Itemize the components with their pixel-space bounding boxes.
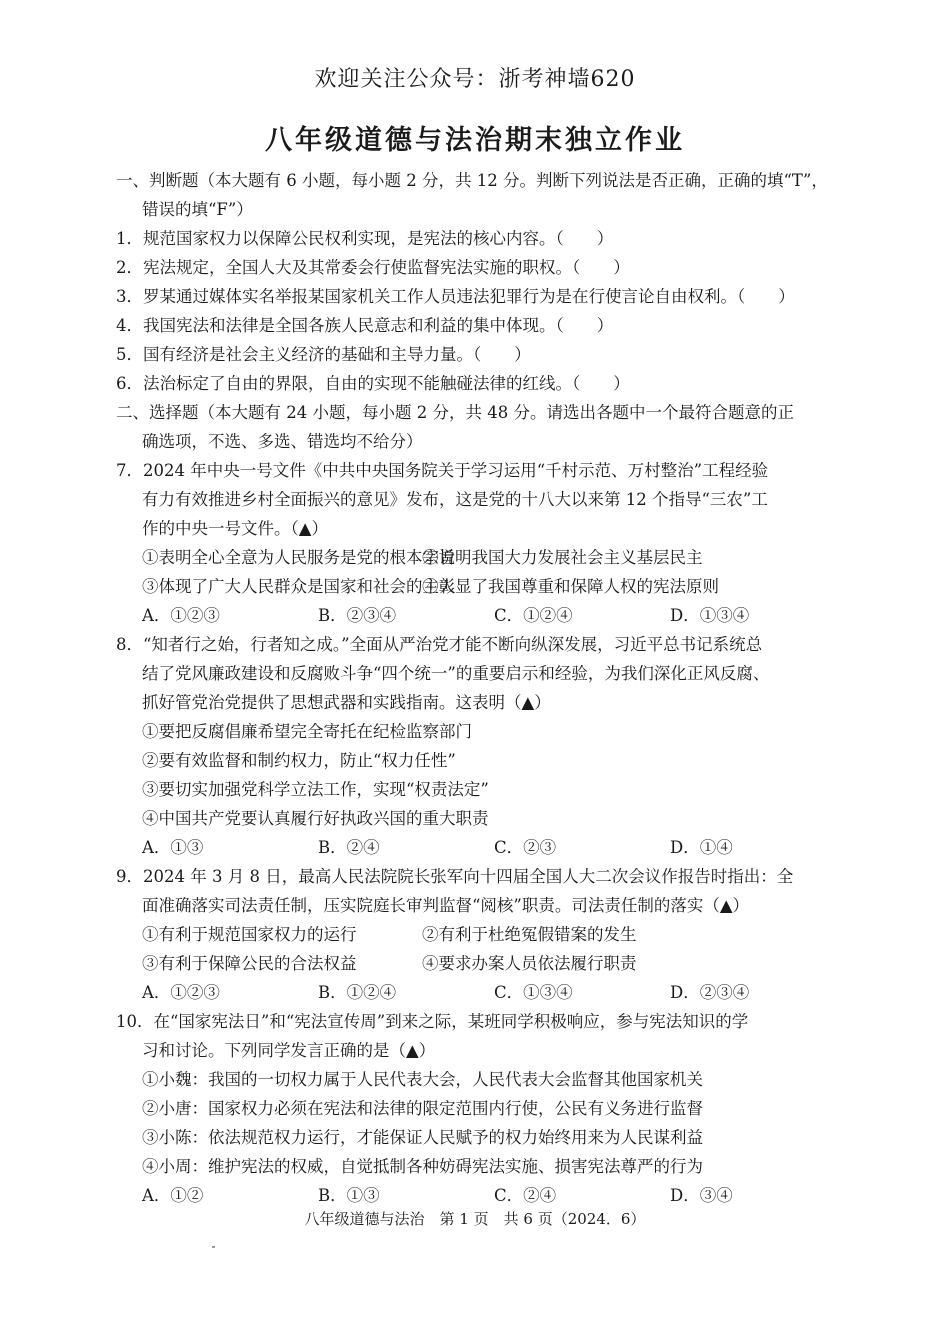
q8-stem-line3: 抓好管党治党提供了思想武器和实践指南。这表明（▲） — [142, 693, 551, 712]
q7-options-row1 — [116, 543, 846, 572]
q7-stem-line1: 7．2024 年中央一号文件《中共中央国务院关于学习运用“千村示范、万村整治”工程经验 — [116, 461, 769, 480]
q8-option-2: ②要有效监督和制约权力，防止“权力任性” — [142, 751, 456, 770]
page-title: 八年级道德与法治期末独立作业 — [265, 125, 685, 156]
q10-choice-d: D．③④ — [670, 1186, 733, 1205]
q10-option-2: ②小唐：国家权力必须在宪法和法律的限定范围内行使，公民有义务进行监督 — [142, 1099, 703, 1118]
q7-choice-c: C．①②④ — [494, 606, 573, 625]
q10-choices — [116, 1181, 846, 1210]
q10-choice-b: B．①③ — [318, 1186, 380, 1205]
section1-heading-cont: 错误的填“F”） — [142, 200, 253, 219]
q8-choice-d: D．①④ — [670, 838, 733, 857]
q7-option-3: ③体现了广大人民群众是国家和社会的主人 — [142, 577, 456, 596]
q9-choice-d: D．②③④ — [670, 983, 750, 1002]
q8-choice-c: C．②③ — [494, 838, 557, 857]
q10-stem-line1: 10．在“国家宪法日”和“宪法宣传周”到来之际，某班同学积极响应，参与宪法知识的学 — [116, 1012, 749, 1031]
scan-speck — [212, 1246, 215, 1248]
q9-option-4: ④要求办案人员依法履行职责 — [422, 954, 637, 973]
q7-choice-b: B．②③④ — [318, 606, 397, 625]
section1-heading: 一、判断题（本大题有 6 小题，每小题 2 分，共 12 分。判断下列说法是否正确，正确的填“T”， — [116, 171, 828, 190]
q10-option-1: ①小魏：我国的一切权力属于人民代表大会，人民代表大会监督其他国家机关 — [142, 1070, 703, 1089]
tf-question-6: 6．法治标定了自由的界限，自由的实现不能触碰法律的红线。（ ） — [116, 374, 630, 393]
section2-heading: 二、选择题（本大题有 24 小题，每小题 2 分，共 48 分。请选出各题中一个最符合题意的正 — [116, 403, 794, 422]
tf-question-4: 4．我国宪法和法律是全国各族人民意志和利益的集中体现。（ ） — [116, 316, 614, 335]
tf-question-1: 1．规范国家权力以保障公民权利实现，是宪法的核心内容。（ ） — [116, 229, 614, 248]
q9-option-3: ③有利于保障公民的合法权益 — [142, 954, 357, 973]
q7-choice-d: D．①③④ — [670, 606, 750, 625]
q7-stem-line3: 作的中央一号文件。（▲） — [142, 519, 328, 538]
q7-options-row2 — [116, 572, 846, 601]
q7-choices — [116, 601, 846, 630]
q10-choice-c: C．②④ — [494, 1186, 557, 1205]
q10-choice-a: A．①② — [142, 1186, 204, 1205]
tf-question-3: 3．罗某通过媒体实名举报某国家机关工作人员违法犯罪行为是在行使言论自由权利。（ ） — [116, 287, 795, 306]
q8-option-4: ④中国共产党要认真履行好执政兴国的重大职责 — [142, 809, 489, 828]
q7-option-1: ①表明全心全意为人民服务是党的根本宗旨 — [142, 548, 456, 567]
page-footer: 八年级道德与法治 第 1 页 共 6 页（2024．6） — [304, 1210, 646, 1228]
q7-choice-a: A．①②③ — [142, 606, 220, 625]
q9-choices — [116, 978, 846, 1007]
q8-option-1: ①要把反腐倡廉希望完全寄托在纪检监察部门 — [142, 722, 472, 741]
tf-question-5: 5．国有经济是社会主义经济的基础和主导力量。（ ） — [116, 345, 531, 364]
q8-choices — [116, 833, 846, 862]
q8-stem-line1: 8．“知者行之始，行者知之成。”全面从严治党才能不断向纵深发展，习近平总书记系统总 — [116, 635, 763, 654]
q9-options-row1 — [116, 920, 846, 949]
q9-choice-c: C．①③④ — [494, 983, 573, 1002]
q7-stem-line2: 有力有效推进乡村全面振兴的意见》发布，这是党的十八大以来第 12 个指导“三农”工 — [142, 490, 768, 509]
q10-stem-line2: 习和讨论。下列同学发言正确的是（▲） — [142, 1041, 436, 1060]
q8-stem-line2: 结了党风廉政建设和反腐败斗争“四个统一”的重要启示和经验，为我们深化正风反腐、 — [142, 664, 770, 683]
section2-heading-cont: 确选项，不选、多选、错选均不给分） — [142, 432, 423, 451]
q9-option-1: ①有利于规范国家权力的运行 — [142, 925, 357, 944]
q9-stem-line2: 面准确落实司法责任制，压实院庭长审判监督“阅核”职责。司法责任制的落实（▲） — [142, 896, 750, 915]
q8-option-3: ③要切实加强党科学立法工作，实现“权责法定” — [142, 780, 489, 799]
exam-content — [116, 166, 846, 1210]
q9-choice-a: A．①②③ — [142, 983, 220, 1002]
q9-options-row2 — [116, 949, 846, 978]
q7-option-4: ④彰显了我国尊重和保障人权的宪法原则 — [422, 577, 719, 596]
header-banner: 欢迎关注公众号：浙考神墙620 — [314, 67, 636, 92]
q10-option-3: ③小陈：依法规范权力运行，才能保证人民赋予的权力始终用来为人民谋利益 — [142, 1128, 703, 1147]
q7-option-2: ②说明我国大力发展社会主义基层民主 — [422, 548, 703, 567]
q9-choice-b: B．①②④ — [318, 983, 397, 1002]
q9-option-2: ②有利于杜绝冤假错案的发生 — [422, 925, 637, 944]
q8-choice-b: B．②④ — [318, 838, 380, 857]
q9-stem-line1: 9．2024 年 3 月 8 日，最高人民法院院长张军向十四届全国人大二次会议作报告时指出：全 — [116, 867, 794, 886]
tf-question-2: 2．宪法规定，全国人大及其常委会行使监督宪法实施的职权。（ ） — [116, 258, 630, 277]
q8-choice-a: A．①③ — [142, 838, 204, 857]
q10-option-4: ④小周：维护宪法的权威，自觉抵制各种妨碍宪法实施、损害宪法尊严的行为 — [142, 1157, 703, 1176]
